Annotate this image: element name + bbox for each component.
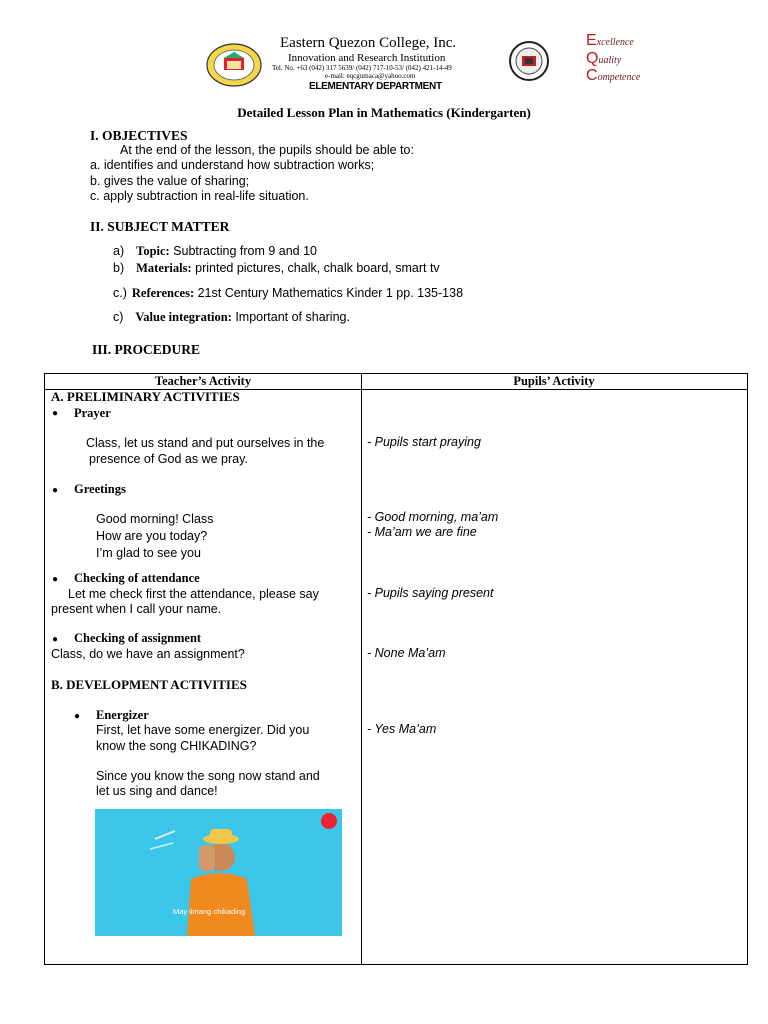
energizer-title: Energizer [96,708,149,722]
column-header-pupils: Pupils’ Activity [513,374,595,388]
subject-item-references: c.) References: 21st Century Mathematics Kinder 1 pp. 135-138 [113,286,464,300]
prayer-line: Class, let us stand and put ourselves in the [86,436,325,450]
bullet-icon: ● [52,408,59,419]
prayer-response: - Pupils start praying [367,435,481,449]
institution-name: Innovation and Research Institution [288,52,446,64]
energizer-line: know the song CHIKADING? [96,739,257,753]
objective-item: a. identifies and understand how subtraction works; [90,158,375,172]
attendance-title: Checking of attendance [74,571,200,585]
energizer-line: First, let have some energizer. Did you [96,723,310,737]
subject-item-topic: a) Topic: Subtracting from 9 and 10 [113,244,318,258]
assignment-line: Class, do we have an assignment? [51,647,245,661]
subject-item-materials: b) Materials: printed pictures, chalk, chalk board, smart tv [113,261,440,275]
bullet-icon: ● [52,574,59,585]
development-heading: B. DEVELOPMENT ACTIVITIES [51,677,247,692]
video-caption: May limang chikading [173,907,246,916]
subject-item-values: c) Value integration: Important of sharing. [113,310,350,324]
prayer-line: presence of God as we pray. [89,452,248,466]
preliminary-heading: A. PRELIMINARY ACTIVITIES [51,389,240,404]
attendance-response: - Pupils saying present [367,586,494,600]
eqc-excellence: Excellence [586,32,634,49]
assignment-response: - None Ma’am [367,646,446,660]
eqc-quality: Quality [586,50,622,67]
assignment-title: Checking of assignment [74,631,202,645]
song-video-thumbnail [95,809,342,936]
greeting-line: I’m glad to see you [96,546,201,560]
objectives-intro: At the end of the lesson, the pupils should be able to: [120,143,414,157]
attendance-line: Let me check first the attendance, please say [68,587,319,601]
greetings-title: Greetings [74,482,126,496]
greeting-line: How are you today? [96,529,208,543]
document-title: Detailed Lesson Plan in Mathematics (Kindergarten) [237,105,531,120]
bullet-icon: ● [52,634,59,645]
research-seal-logo [508,40,550,82]
college-name: Eastern Quezon College, Inc. [280,35,457,51]
subject-matter-heading: II. SUBJECT MATTER [90,219,230,234]
energizer-line: let us sing and dance! [96,784,218,798]
column-header-teacher: Teacher’s Activity [154,374,252,388]
greeting-response: - Good morning, ma’am [367,510,499,524]
greeting-response: - Ma’am we are fine [367,525,477,539]
energizer-line: Since you know the song now stand and [96,769,320,783]
department-name: ELEMENTARY DEPARTMENT [309,81,442,92]
email-address: e-mail: eqcgumaca@yahoo.com [325,72,416,80]
prayer-title: Prayer [74,406,111,420]
energizer-response: - Yes Ma’am [367,722,437,736]
bullet-icon: ● [74,711,81,722]
bullet-icon: ● [52,485,59,496]
college-seal-logo [204,42,264,88]
objectives-heading: I. OBJECTIVES [90,128,188,143]
procedure-heading: III. PROCEDURE [92,342,201,357]
attendance-line: present when I call your name. [51,602,222,616]
objective-item: b. gives the value of sharing; [90,174,250,188]
eqc-competence: Competence [586,67,641,84]
objective-item: c. apply subtraction in real-life situation. [90,189,309,203]
telephone-numbers: Tel. No. +63 (042) 317 5639/ (042) 717-10-53/ (042) 421-14-49 [272,64,452,72]
greeting-line: Good morning! Class [96,512,214,526]
